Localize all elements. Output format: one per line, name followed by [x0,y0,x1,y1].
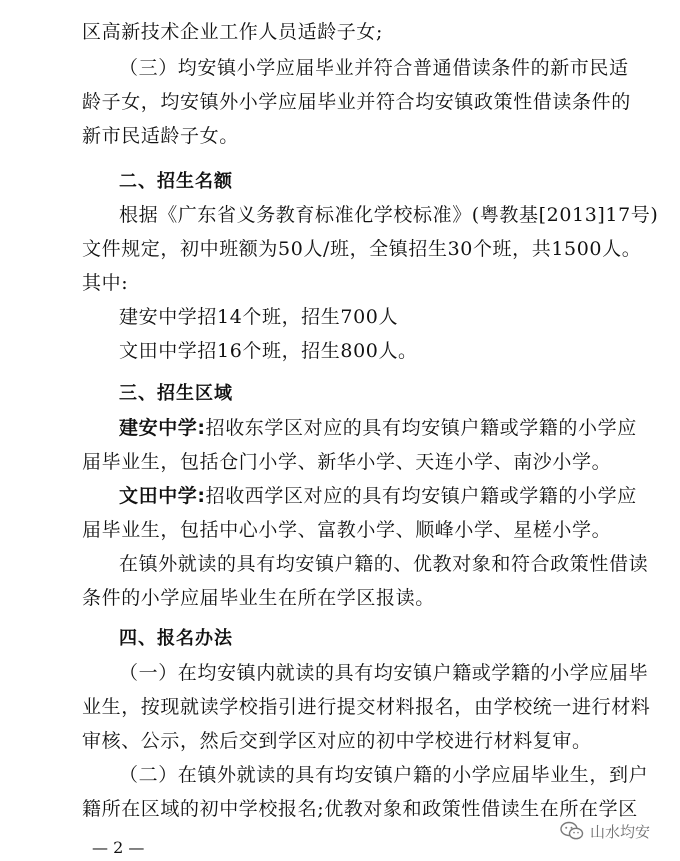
text-line: 届毕业生，包括仓门小学、新华小学、天连小学、南沙小学。 [82,451,612,473]
text-line: 审核、公示，然后交到学区对应的初中学校进行材料复审。 [82,730,592,752]
text-line: 文田中学招16个班，招生800人。 [119,340,418,362]
text-line: 其中: [82,272,129,294]
text-line: 根据《广东省义务教育标准化学校标准》(粤教基[2013]17号) [119,204,659,226]
text-line: 届毕业生，包括中心小学、富教小学、顺峰小学、星槎小学。 [82,519,612,541]
section-heading: 三、招生区域 [119,383,233,404]
text-line: （一）在均安镇内就读的具有均安镇户籍或学籍的小学应届毕 [119,662,649,684]
watermark-text: 山水均安 [590,822,651,841]
school-label: 文田中学: [119,485,206,507]
text-line: （二）在镇外就读的具有均安镇户籍的小学应届毕业生，到户 [119,764,649,786]
watermark [560,818,650,844]
text-line: 新市民适龄子女。 [82,125,239,147]
text-line [119,484,637,508]
text-line: 在镇外就读的具有均安镇户籍的、优教对象和符合政策性借读 [119,553,649,575]
section-heading: 四、报名办法 [119,628,233,649]
text-line: 业生，按现就读学校指引进行提交材料报名，由学校统一进行材料 [82,696,651,718]
text-line: 区高新技术企业工作人员适龄子女; [82,21,384,43]
school-label: 建安中学: [119,417,206,439]
inline-text: 招收东学区对应的具有均安镇户籍或学籍的小学应 [205,417,637,439]
text-line: 建安中学招14个班，招生700人 [119,306,399,328]
inline-text: 招收西学区对应的具有均安镇户籍或学籍的小学应 [205,485,637,507]
text-line: （三）均安镇小学应届毕业并符合普通借读条件的新市民适 [119,57,629,79]
text-line [119,416,637,440]
text-line: 条件的小学应届毕业生在所在学区报读。 [82,587,435,609]
text-line: 龄子女，均安镇外小学应届毕业并符合均安镇政策性借读条件的 [82,91,631,113]
text-line: 文件规定，初中班额为50人/班，全镇招生30个班，共1500人。 [82,238,642,260]
wechat-icon [560,821,584,841]
page-number: — 2 — [92,838,145,857]
text-line: 籍所在区域的初中学校报名;优教对象和政策性借读生在所在学区 [82,798,638,820]
section-heading: 二、招生名额 [119,171,233,192]
